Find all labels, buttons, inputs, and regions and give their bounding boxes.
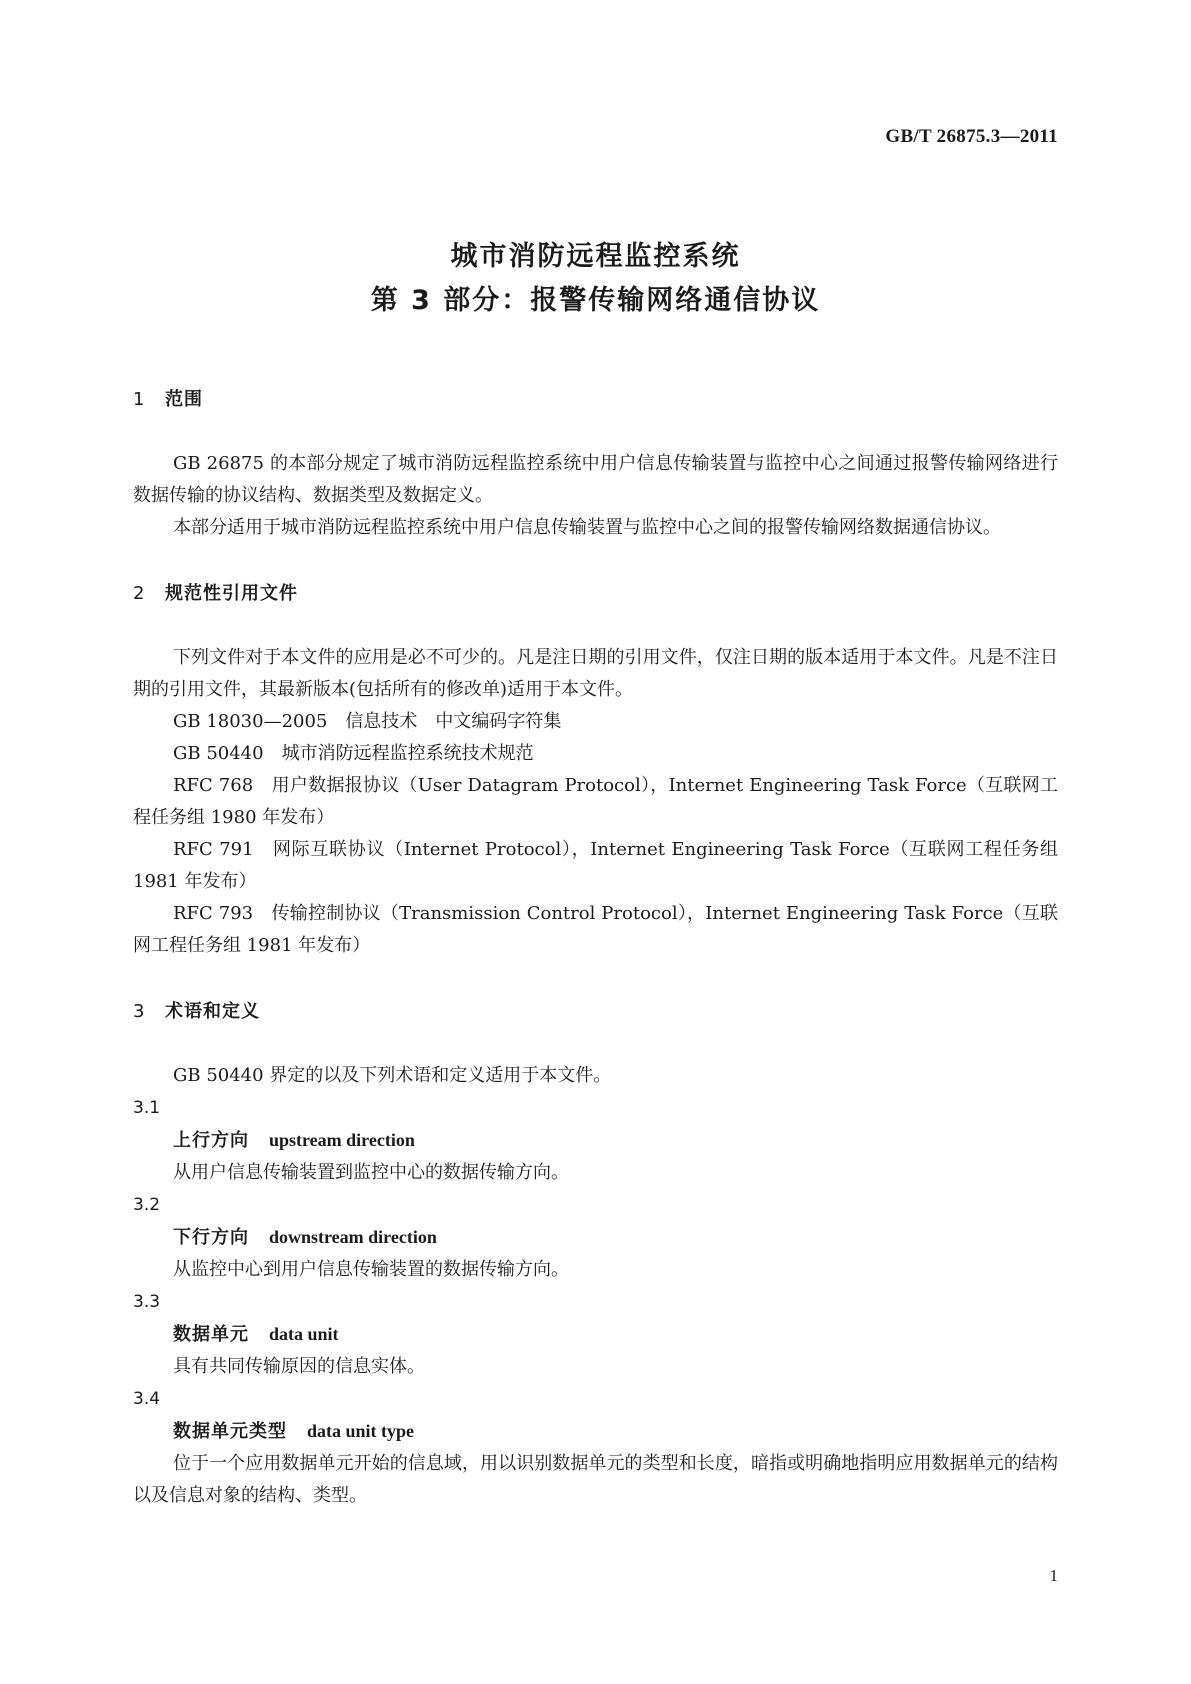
- term-entry: [133, 1124, 1058, 1157]
- term-number: 3.3: [133, 1292, 161, 1312]
- paragraph: GB 26875 的本部分规定了城市消防远程监控系统中用户信息传输装置与监控中心之间通过报警传输网络进行数据传输的协议结构、数据类型及数据定义。: [133, 453, 1058, 506]
- term-number: 3.1: [133, 1098, 161, 1118]
- section-title: 术语和定义: [165, 1001, 260, 1022]
- term-definition: 从监控中心到用户信息传输装置的数据传输方向。: [173, 1259, 569, 1280]
- standard-code: GB/T 26875.3—2011: [885, 126, 1058, 147]
- reference-item: GB 50440 城市消防远程监控系统技术规范: [173, 743, 534, 764]
- reference-item: RFC 791 网际互联协议（Internet Protocol），Internet Engineering Task Force（互联网工程任务组 1981 年发布）: [133, 839, 1058, 892]
- term-zh: 上行方向: [173, 1130, 249, 1151]
- term-en: upstream direction: [269, 1130, 415, 1150]
- term-number: 3.2: [133, 1195, 161, 1215]
- section-number: 2: [133, 583, 146, 604]
- term-entry: [133, 1221, 1058, 1254]
- document-title-line1: 城市消防远程监控系统: [450, 241, 741, 272]
- section-number: 1: [133, 389, 146, 410]
- section-heading-normative-references: [133, 578, 1058, 610]
- term-zh: 下行方向: [173, 1227, 249, 1248]
- section-heading-scope: [133, 384, 1058, 416]
- reference-item: RFC 768 用户数据报协议（User Datagram Protocol），Internet Engineering Task Force（互联网工程任务组 1980 年发布）: [133, 775, 1058, 828]
- paragraph: 本部分适用于城市消防远程监控系统中用户信息传输装置与监控中心之间的报警传输网络数据通信协议。: [173, 517, 1001, 538]
- term-number: 3.4: [133, 1389, 161, 1409]
- term-en: downstream direction: [269, 1227, 437, 1247]
- term-entry: [133, 1415, 1058, 1448]
- document-body: [133, 384, 1058, 1512]
- document-title-line2: 第 3 部分：报警传输网络通信协议: [370, 285, 821, 316]
- term-definition: 从用户信息传输装置到监控中心的数据传输方向。: [173, 1162, 569, 1183]
- section-number: 3: [133, 1001, 146, 1022]
- term-entry: [133, 1318, 1058, 1351]
- reference-item: GB 18030—2005 信息技术 中文编码字符集: [173, 711, 562, 732]
- term-en: data unit type: [307, 1421, 415, 1441]
- paragraph: GB 50440 界定的以及下列术语和定义适用于本文件。: [173, 1065, 612, 1086]
- term-definition: 具有共同传输原因的信息实体。: [173, 1356, 425, 1377]
- term-en: data unit: [269, 1324, 339, 1344]
- section-title: 范围: [165, 389, 203, 410]
- term-zh: 数据单元: [173, 1324, 249, 1345]
- reference-item: RFC 793 传输控制协议（Transmission Control Protocol），Internet Engineering Task Force（互联网工程任务组 1981 年发布）: [133, 903, 1058, 956]
- section-title: 规范性引用文件: [165, 583, 298, 604]
- section-heading-terms: [133, 996, 1058, 1028]
- paragraph: 下列文件对于本文件的应用是必不可少的。凡是注日期的引用文件，仅注日期的版本适用于本文件。凡是不注日期的引用文件，其最新版本(包括所有的修改单)适用于本文件。: [133, 647, 1058, 700]
- term-definition: 位于一个应用数据单元开始的信息域，用以识别数据单元的类型和长度，暗指或明确地指明应用数据单元的结构以及信息对象的结构、类型。: [133, 1453, 1058, 1506]
- page-number: 1: [1049, 1566, 1058, 1585]
- term-zh: 数据单元类型: [173, 1421, 287, 1442]
